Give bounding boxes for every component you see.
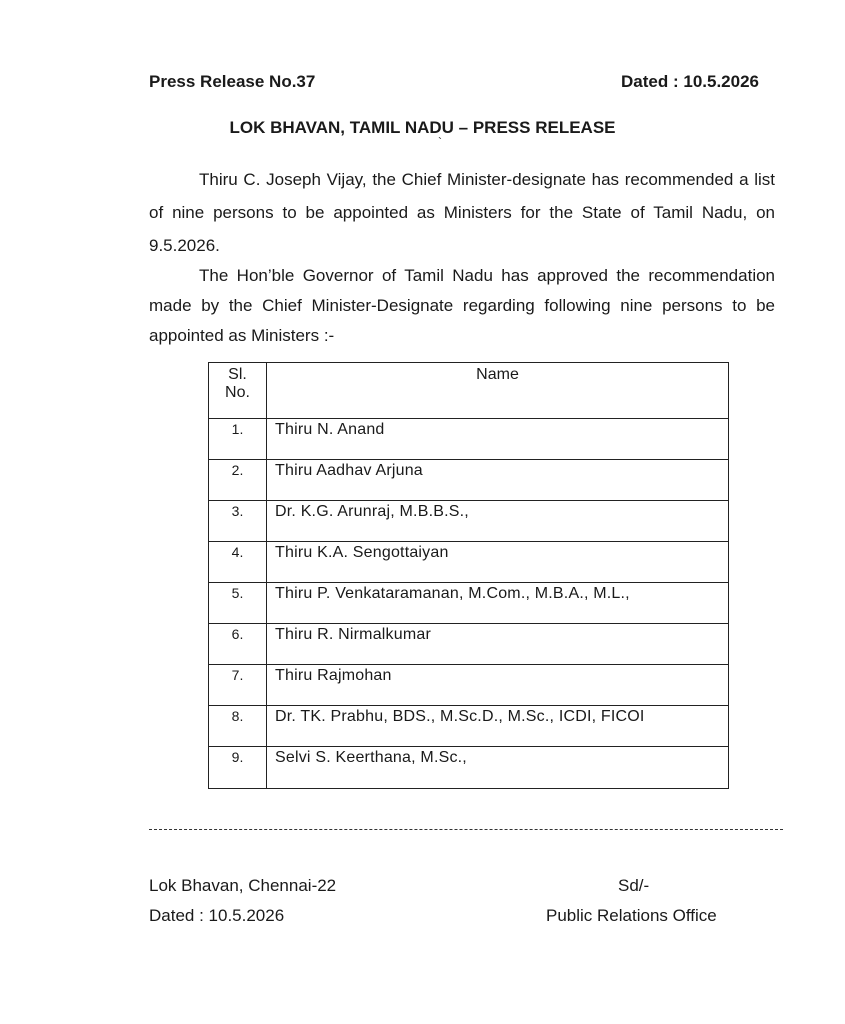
row-sl-number: 5. — [209, 583, 267, 624]
table-row — [209, 706, 729, 747]
footer-office: Public Relations Office — [546, 906, 717, 925]
sl-header-line1: Sl. — [228, 366, 247, 383]
column-header-sl-no — [209, 363, 267, 419]
sl-header-line2: No. — [225, 384, 250, 401]
row-minister-name: Thiru R. Nirmalkumar — [267, 624, 729, 665]
row-sl-number: 2. — [209, 460, 267, 501]
table-row — [209, 583, 729, 624]
row-sl-number: 9. — [209, 747, 267, 789]
table-row — [209, 624, 729, 665]
row-minister-name: Thiru N. Anand — [267, 419, 729, 460]
column-header-name: Name — [267, 363, 729, 419]
table-row — [209, 419, 729, 460]
table-row — [209, 460, 729, 501]
ministers-table — [208, 362, 729, 789]
row-sl-number: 6. — [209, 624, 267, 665]
row-minister-name: Dr. TK. Prabhu, BDS., M.Sc.D., M.Sc., ICDI, FICOI — [267, 706, 729, 747]
release-date: Dated : 10.5.2026 — [621, 72, 759, 91]
page-title: LOK BHAVAN, TAMIL NADU – PRESS RELEASE — [229, 118, 616, 137]
release-header — [149, 72, 759, 92]
row-sl-number: 3. — [209, 501, 267, 542]
table-row — [209, 665, 729, 706]
row-minister-name: Dr. K.G. Arunraj, M.B.B.S., — [267, 501, 729, 542]
row-minister-name: Thiru P. Venkataramanan, M.Com., M.B.A., M.L., — [267, 583, 729, 624]
footer-signature: Sd/- — [618, 876, 650, 895]
row-sl-number: 7. — [209, 665, 267, 706]
row-minister-name: Thiru Rajmohan — [267, 665, 729, 706]
table-row — [209, 501, 729, 542]
paragraph-approval: The Hon’ble Governor of Tamil Nadu has approved the recommendation made by the Chief Minister-Designate regarding following nine persons to be appointed as Ministers :- — [149, 266, 775, 345]
row-sl-number: 8. — [209, 706, 267, 747]
footer-date: Dated : 10.5.2026 — [149, 906, 285, 925]
row-minister-name: Thiru Aadhav Arjuna — [267, 460, 729, 501]
table-header-row — [209, 363, 729, 419]
table-row — [209, 747, 729, 789]
footer-place: Lok Bhavan, Chennai-22 — [149, 876, 337, 895]
row-minister-name: Thiru K.A. Sengottaiyan — [267, 542, 729, 583]
paragraph-recommendation: Thiru C. Joseph Vijay, the Chief Minister-designate has recommended a list of nine persons to be appointed as Ministers for the State of Tamil Nadu, on 9.5.2026. — [149, 170, 775, 255]
table-row — [209, 542, 729, 583]
row-sl-number: 1. — [209, 419, 267, 460]
row-sl-number: 4. — [209, 542, 267, 583]
row-minister-name: Selvi S. Keerthana, M.Sc., — [267, 747, 729, 789]
release-number: Press Release No.37 — [149, 72, 316, 91]
dashed-divider — [149, 829, 783, 830]
title-mark: ` — [438, 135, 442, 149]
